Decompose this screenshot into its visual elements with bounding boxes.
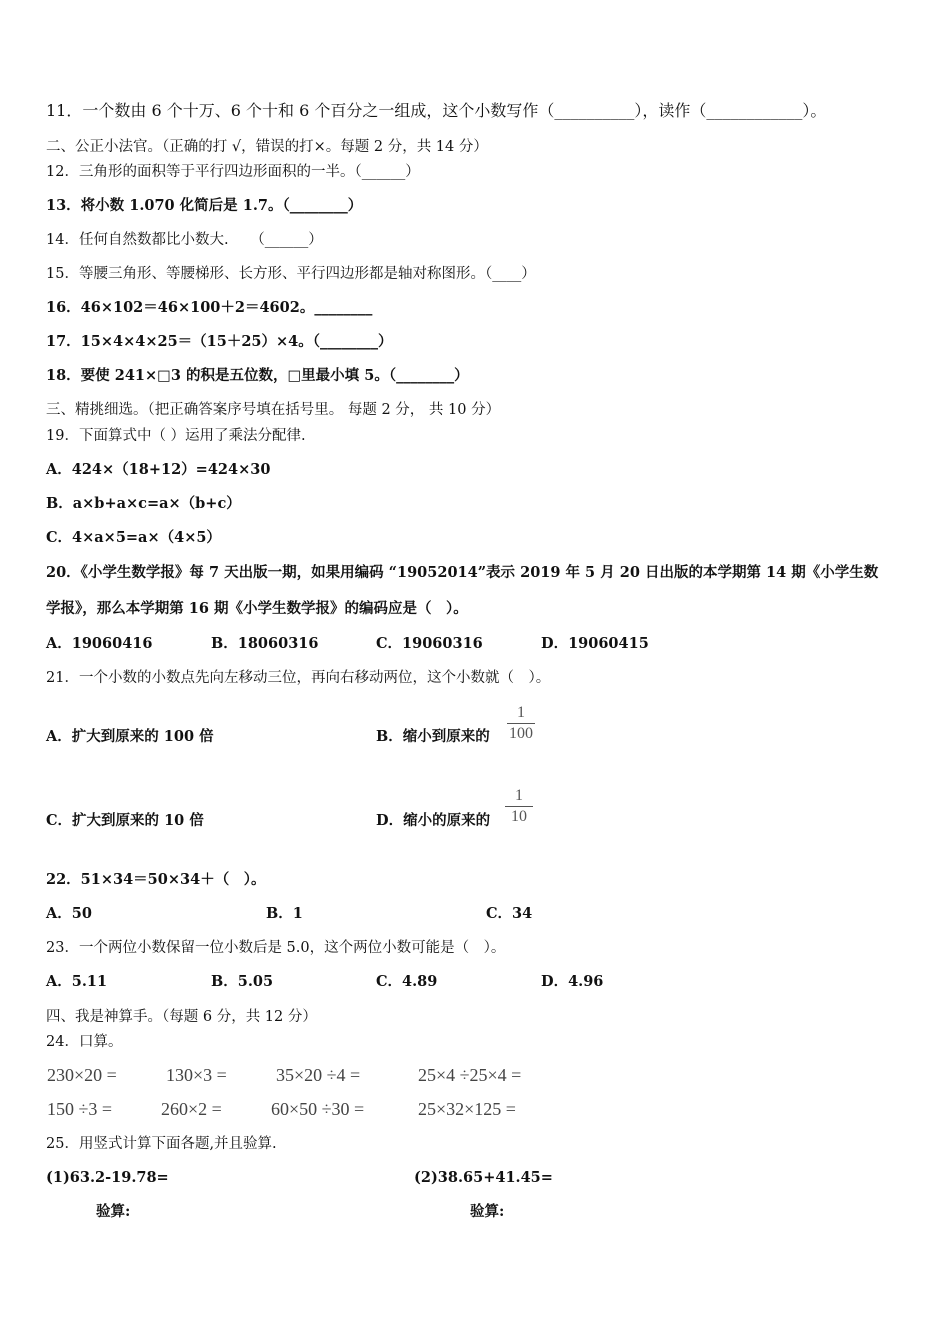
question-19-option-c: C．4×a×5=a×（4×5） bbox=[46, 529, 221, 546]
fraction-one-hundredth bbox=[507, 704, 535, 743]
question-23-option-b: B．5.05 bbox=[211, 973, 274, 990]
question-20-option-c: C．19060316 bbox=[376, 635, 483, 652]
fraction-denominator: 100 bbox=[509, 725, 533, 742]
section-2-heading: 二、公正小法官。（正确的打 √，错误的打×。每题 2 分，共 14 分） bbox=[46, 139, 488, 155]
fraction-numerator: 1 bbox=[515, 787, 523, 804]
question-20-option-a: A．19060416 bbox=[46, 635, 153, 652]
question-21-option-c: C．扩大到原来的 10 倍 bbox=[46, 812, 204, 829]
question-23-option-d: D．4.96 bbox=[541, 973, 604, 990]
question-20-line-1: 20．《小学生数学报》每 7 天出版一期，如果用编码 “19052014”表示 2019 年 5 月 20 日出版的本学期第 14 期《小学生数 bbox=[46, 564, 879, 581]
question-12: 12．三角形的面积等于平行四边形面积的一半。（______） bbox=[46, 164, 420, 180]
question-25-stem: 25．用竖式计算下面各题,并且验算. bbox=[46, 1136, 277, 1152]
question-19-option-b: B．a×b+a×c=a×（b+c） bbox=[46, 495, 241, 512]
check-label-1: 验算: bbox=[96, 1203, 131, 1220]
question-22-stem: 22．51×34＝50×34＋（ ）。 bbox=[46, 871, 266, 888]
question-20-option-b: B．18060316 bbox=[211, 635, 319, 652]
question-11: 11．一个数由 6 个十万、6 个十和 6 个百分之一组成，这个小数写作（__________），读作（____________）。 bbox=[46, 101, 827, 120]
question-22-option-a: A．50 bbox=[46, 905, 92, 922]
question-15: 15．等腰三角形、等腰梯形、长方形、平行四边形都是轴对称图形。（____） bbox=[46, 266, 536, 282]
question-20-line-2: 学报》，那么本学期第 16 期《小学生数学报》的编码应是（ ）。 bbox=[46, 600, 468, 617]
question-21-option-b: B．缩小到原来的 bbox=[376, 728, 490, 745]
oral-calc-item: 150 ÷3 = bbox=[47, 1099, 113, 1119]
question-25-part-1: (1)63.2-19.78= bbox=[46, 1169, 169, 1186]
oral-calc-item: 60×50 ÷30 = bbox=[271, 1099, 365, 1119]
question-25-part-2: (2)38.65+41.45= bbox=[414, 1169, 553, 1186]
question-22-option-b: B．1 bbox=[266, 905, 303, 922]
oral-calc-item: 260×2 = bbox=[161, 1099, 222, 1119]
check-label-2: 验算: bbox=[470, 1203, 505, 1220]
fraction-bar bbox=[507, 723, 535, 724]
question-23-option-a: A．5.11 bbox=[46, 973, 108, 990]
question-18: 18．要使 241×□3 的积是五位数，□里最小填 5。（________） bbox=[46, 367, 469, 384]
oral-calc-item: 230×20 = bbox=[47, 1065, 117, 1085]
oral-calc-item: 130×3 = bbox=[166, 1065, 227, 1085]
oral-calc-item: 25×32×125 = bbox=[418, 1099, 516, 1119]
question-16: 16．46×102＝46×100＋2＝4602。________ bbox=[46, 299, 373, 316]
fraction-bar bbox=[505, 806, 533, 807]
question-21-stem: 21．一个小数的小数点先向左移动三位，再向右移动两位，这个小数就（ ）。 bbox=[46, 670, 551, 686]
section-3-heading: 三、精挑细选。（把正确答案序号填在括号里。 每题 2 分， 共 10 分） bbox=[46, 402, 501, 418]
question-21-option-d: D．缩小的原来的 bbox=[376, 812, 491, 829]
question-21-option-a: A．扩大到原来的 100 倍 bbox=[46, 728, 214, 745]
question-19-option-a: A．424×（18+12）=424×30 bbox=[46, 461, 271, 478]
oral-calc-item: 35×20 ÷4 = bbox=[276, 1065, 361, 1085]
question-22-option-c: C．34 bbox=[486, 905, 533, 922]
question-23-option-c: C．4.89 bbox=[376, 973, 438, 990]
question-23-stem: 23．一个两位小数保留一位小数后是 5.0，这个两位小数可能是（ ）。 bbox=[46, 940, 506, 956]
oral-calc-item: 25×4 ÷25×4 = bbox=[418, 1065, 522, 1085]
fraction-one-tenth bbox=[505, 787, 533, 826]
question-24-stem: 24．口算。 bbox=[46, 1034, 123, 1050]
question-17: 17．15×4×4×25＝（15＋25）×4。（________） bbox=[46, 333, 393, 350]
question-14: 14．任何自然数都比小数大. （______） bbox=[46, 232, 323, 248]
question-19-stem: 19．下面算式中（ ）运用了乘法分配律. bbox=[46, 428, 306, 444]
section-4-heading: 四、我是神算手。（每题 6 分，共 12 分） bbox=[46, 1009, 317, 1025]
fraction-numerator: 1 bbox=[517, 704, 525, 721]
question-13: 13．将小数 1.070 化简后是 1.7。（________） bbox=[46, 197, 363, 214]
question-20-option-d: D．19060415 bbox=[541, 635, 649, 652]
fraction-denominator: 10 bbox=[511, 808, 527, 825]
